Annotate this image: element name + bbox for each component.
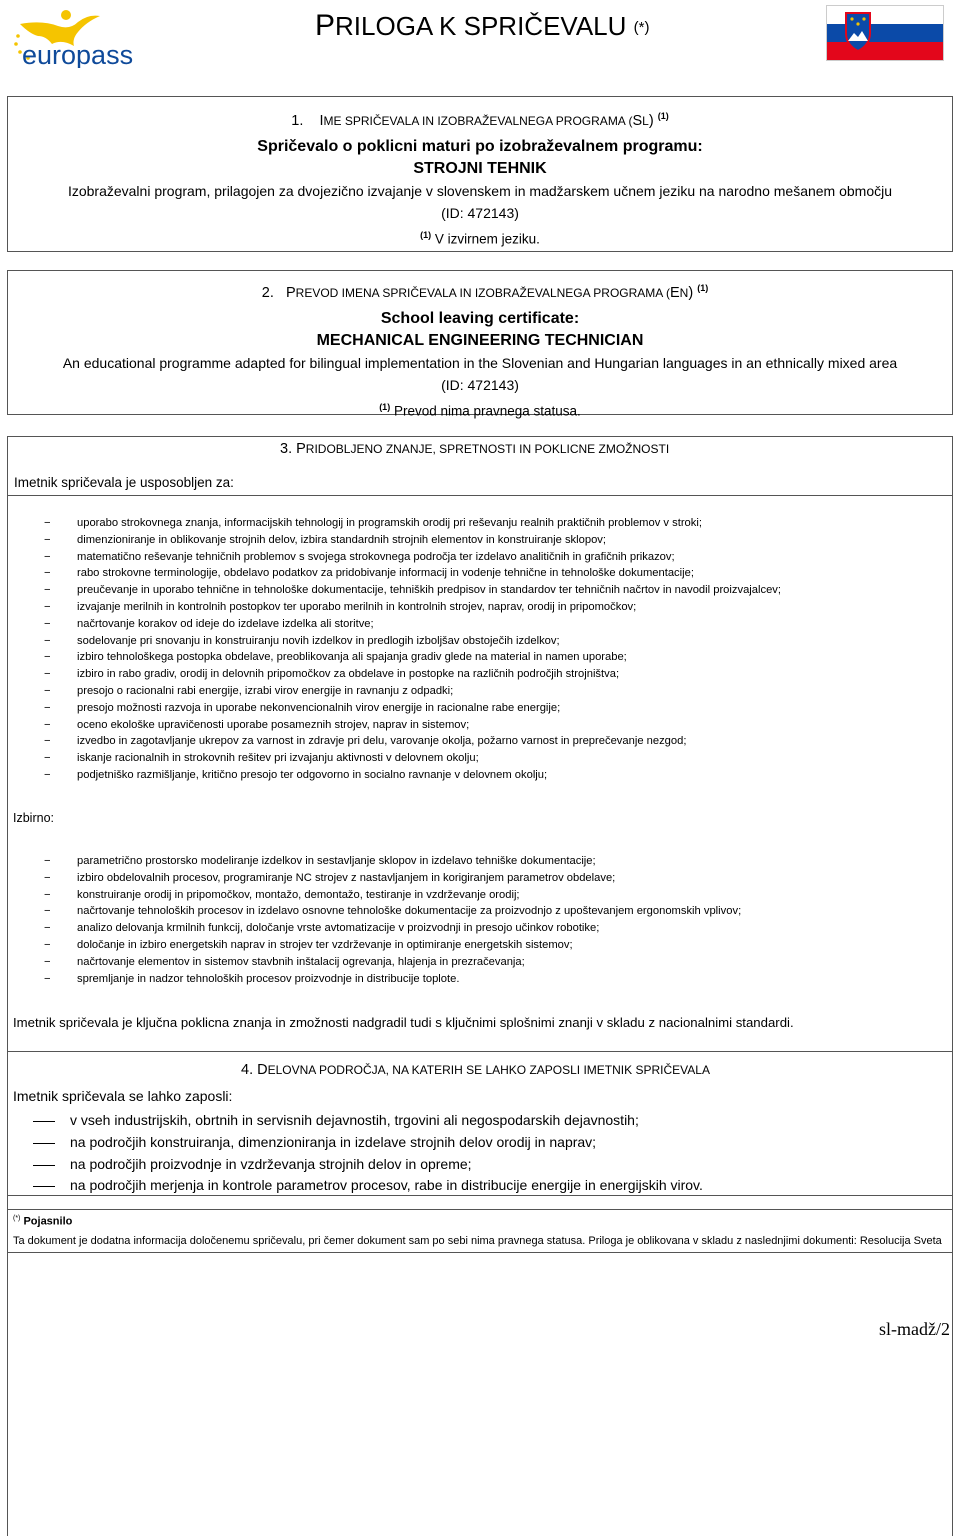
- list-item: − izbiro obdelovalnih procesov, programiranje NC strojev z nastavljanjem in korigiranjem parametrov obdelave;: [44, 870, 741, 887]
- list-item: − presojo možnosti razvoja in uporabe nekonvencionalnih virov energije in racionalne rabe energije;: [44, 700, 781, 717]
- skills-list: [44, 515, 781, 784]
- list-item: − izbiro tehnološkega postopka obdelave, preoblikovanja ali spajanja gradiv glede na material in namen uporabe;: [44, 649, 781, 666]
- list-item: − iskanje racionalnih in strokovnih rešitev pri izvajanju aktivnosti v delovnem okolju;: [44, 750, 781, 767]
- qualification-name-en: MECHANICAL ENGINEERING TECHNICIAN: [316, 331, 644, 349]
- elective-label: Izbirno:: [13, 811, 54, 825]
- list-item: − načrtovanje tehnoloških procesov in izdelavo osnovne tehnološke dokumentacije za proizvodnjo z upoštevanjem ergonomskih vplivov;: [44, 903, 741, 920]
- list-item: − izvedbo in zagotavljanje ukrepov za varnost in zdravje pri delu, varovanje okolja, požarno varnost in preprečevanje nezgod;: [44, 733, 781, 750]
- section4-intro: Imetnik spričevala se lahko zaposli:: [13, 1088, 233, 1104]
- elective-skills-list: [44, 853, 741, 987]
- section4-heading: 4. DELOVNA PODROČJA, NA KATERIH SE LAHKO ZAPOSLI IMETNIK SPRIČEVALA: [241, 1062, 710, 1078]
- list-item: − presojo o racionalni rabi energije, izrabi virov energije in ravnanju z odpadki;: [44, 683, 781, 700]
- programme-id-en: (ID: 472143): [441, 376, 519, 393]
- list-item: − načrtovanje korakov od ideje do izdelave izdelka ali storitve;: [44, 616, 781, 633]
- list-item: − sodelovanje pri snovanju in konstruiranju novih izdelkov in predlogih izboljšav obstoječih izdelkov;: [44, 633, 781, 650]
- section3-heading: 3. PRIDOBLJENO ZNANJE, SPRETNOSTI IN POKLICNE ZMOŽNOSTI: [280, 441, 670, 457]
- list-item: − uporabo strokovnega znanja, informacijskih tehnologij in programskih orodij pri reševanju realnih praktičnih problemov v stroki;: [44, 515, 781, 532]
- footnote-title: (*) Pojasnilo: [13, 1215, 73, 1228]
- list-item: − izbiro in rabo gradiv, orodij in delovnih pripomočkov za obdelave in postopke na različnih področjih strojništva;: [44, 666, 781, 683]
- list-item: − preučevanje in uporabo tehnične in tehnološke dokumentacije, tehniških predpisov in standardov ter tehničnih načrtov in navodil proizvajalcev;: [44, 582, 781, 599]
- footnote-box: [7, 1209, 953, 1253]
- section-certificate-name: [7, 96, 953, 252]
- section1-heading: 1. IME SPRIČEVALA IN IZOBRAŽEVALNEGA PROGRAMA (SL) $^{(1)}$: [291, 111, 669, 129]
- list-item: − matematično reševanje tehničnih problemov s svojega strokovnega področja ter izdelavo analitičnih in grafičnih prikazov;: [44, 549, 781, 566]
- list-item: − parametrično prostorsko modeliranje izdelkov in sestavljanje sklopov in izdelavo tehniške dokumentacije;: [44, 853, 741, 870]
- slovenia-flag-icon: [826, 5, 944, 61]
- qualification-name-sl: STROJNI TEHNIK: [413, 159, 547, 177]
- list-item: na področjih konstruiranja, dimenzioniranja in izdelave strojnih delov orodij in naprav;: [33, 1132, 703, 1154]
- programme-id-sl: (ID: 472143): [441, 204, 519, 221]
- certificate-name-en: School leaving certificate:: [380, 309, 580, 327]
- footnote-text: Ta dokument je dodatna informacija določenemu spričevalu, pri čemer dokument sam po sebi nima pravnega statusa. Priloga je oblikovana v skladu z naslednjimi dokumenti: Resolucija Sveta: [13, 1235, 942, 1247]
- list-item: − podjetniško razmišljanje, kritično presojo ter odgovorno in socialno ravnanje v delovnem okolju;: [44, 767, 781, 784]
- section-certificate-translation: [7, 270, 953, 419]
- europass-logo: [8, 6, 138, 68]
- list-item: − dimenzioniranje in oblikovanje strojnih delov, izbira standardnih strojnih elementov in konstruiranje sklopov;: [44, 532, 781, 549]
- list-item: − oceno ekološke upravičenosti uporabe posameznih strojev, naprav in sistemov;: [44, 717, 781, 734]
- list-item: − določanje in izbiro energetskih naprav in strojev ter vzdrževanje in optimiranje energetskih sistemov;: [44, 937, 741, 954]
- list-item: v vseh industrijskih, obrtnih in servisnih dejavnostih, trgovini ali negospodarskih dejavnostih;: [33, 1110, 703, 1132]
- list-item: − analizo delovanja krmilnih funkcij, določanje vrste avtomatizacije v proizvodnji in presojo učinkov robotike;: [44, 920, 741, 937]
- list-item: − rabo strokovne terminologije, obdelavo podatkov za pridobivanje informacij in vodenje tehnične in tehnološke dokumentacije;: [44, 565, 781, 582]
- programme-description-sl: Izobraževalni program, prilagojen za dvojezično izvajanje v slovenskem in madžarskem učnem jeziku na narodno mešanem območju: [67, 182, 893, 199]
- section2-note: $^{(1)}$ Prevod nima pravnega statusa.: [379, 401, 581, 419]
- page-identifier: sl-madž/2: [879, 1319, 950, 1339]
- section2-heading: 2. PREVOD IMENA SPRIČEVALA IN IZOBRAŽEVALNEGA PROGRAMA (EN) $^{(1)}$: [261, 283, 709, 301]
- certificate-name-sl: Spričevalo o poklicni maturi po izobraževalnem programu:: [257, 137, 703, 155]
- programme-description-en: An educational programme adapted for bilingual implementation in the Slovenian and Hungarian languages in an ethnically mixed area: [62, 354, 898, 371]
- list-item: − izvajanje merilnih in kontrolnih postopkov ter uporabo merilnih in kontrolnih strojev, naprav, orodij in pripomočkov;: [44, 599, 781, 616]
- section-skills-header: [7, 436, 953, 496]
- list-item: − načrtovanje elementov in sistemov stavbnih inštalacij ogrevanja, hlajenja in prezračevanja;: [44, 954, 741, 971]
- logo-wordmark: europass: [22, 40, 134, 68]
- list-item: na področjih proizvodnje in vzdrževanja strojnih delov in opreme;: [33, 1154, 703, 1176]
- list-item: − spremljanje in nadzor tehnoloških procesov proizvodnje in distribucije toplote.: [44, 971, 741, 988]
- section1-note: $^{(1)}$ V izvirnem jeziku.: [420, 229, 540, 247]
- list-item: na področjih merjenja in kontrole parametrov procesov, rabe in distribucije energije in energijskih virov.: [33, 1175, 703, 1197]
- section3-label: Imetnik spričevala je usposobljen za:: [14, 475, 234, 490]
- employment-areas-list: [33, 1110, 703, 1197]
- skills-summary: Imetnik spričevala je ključna poklicna znanja in zmožnosti nadgradil tudi s ključnimi splošnimi znanji v skladu z nacionalnimi standardi.: [13, 1015, 794, 1030]
- list-item: − konstruiranje orodij in pripomočkov, montažo, demontažo, testiranje in vzdrževanje orodij;: [44, 887, 741, 904]
- page-title: PRILOGA K SPRIČEVALU (*): [315, 9, 650, 42]
